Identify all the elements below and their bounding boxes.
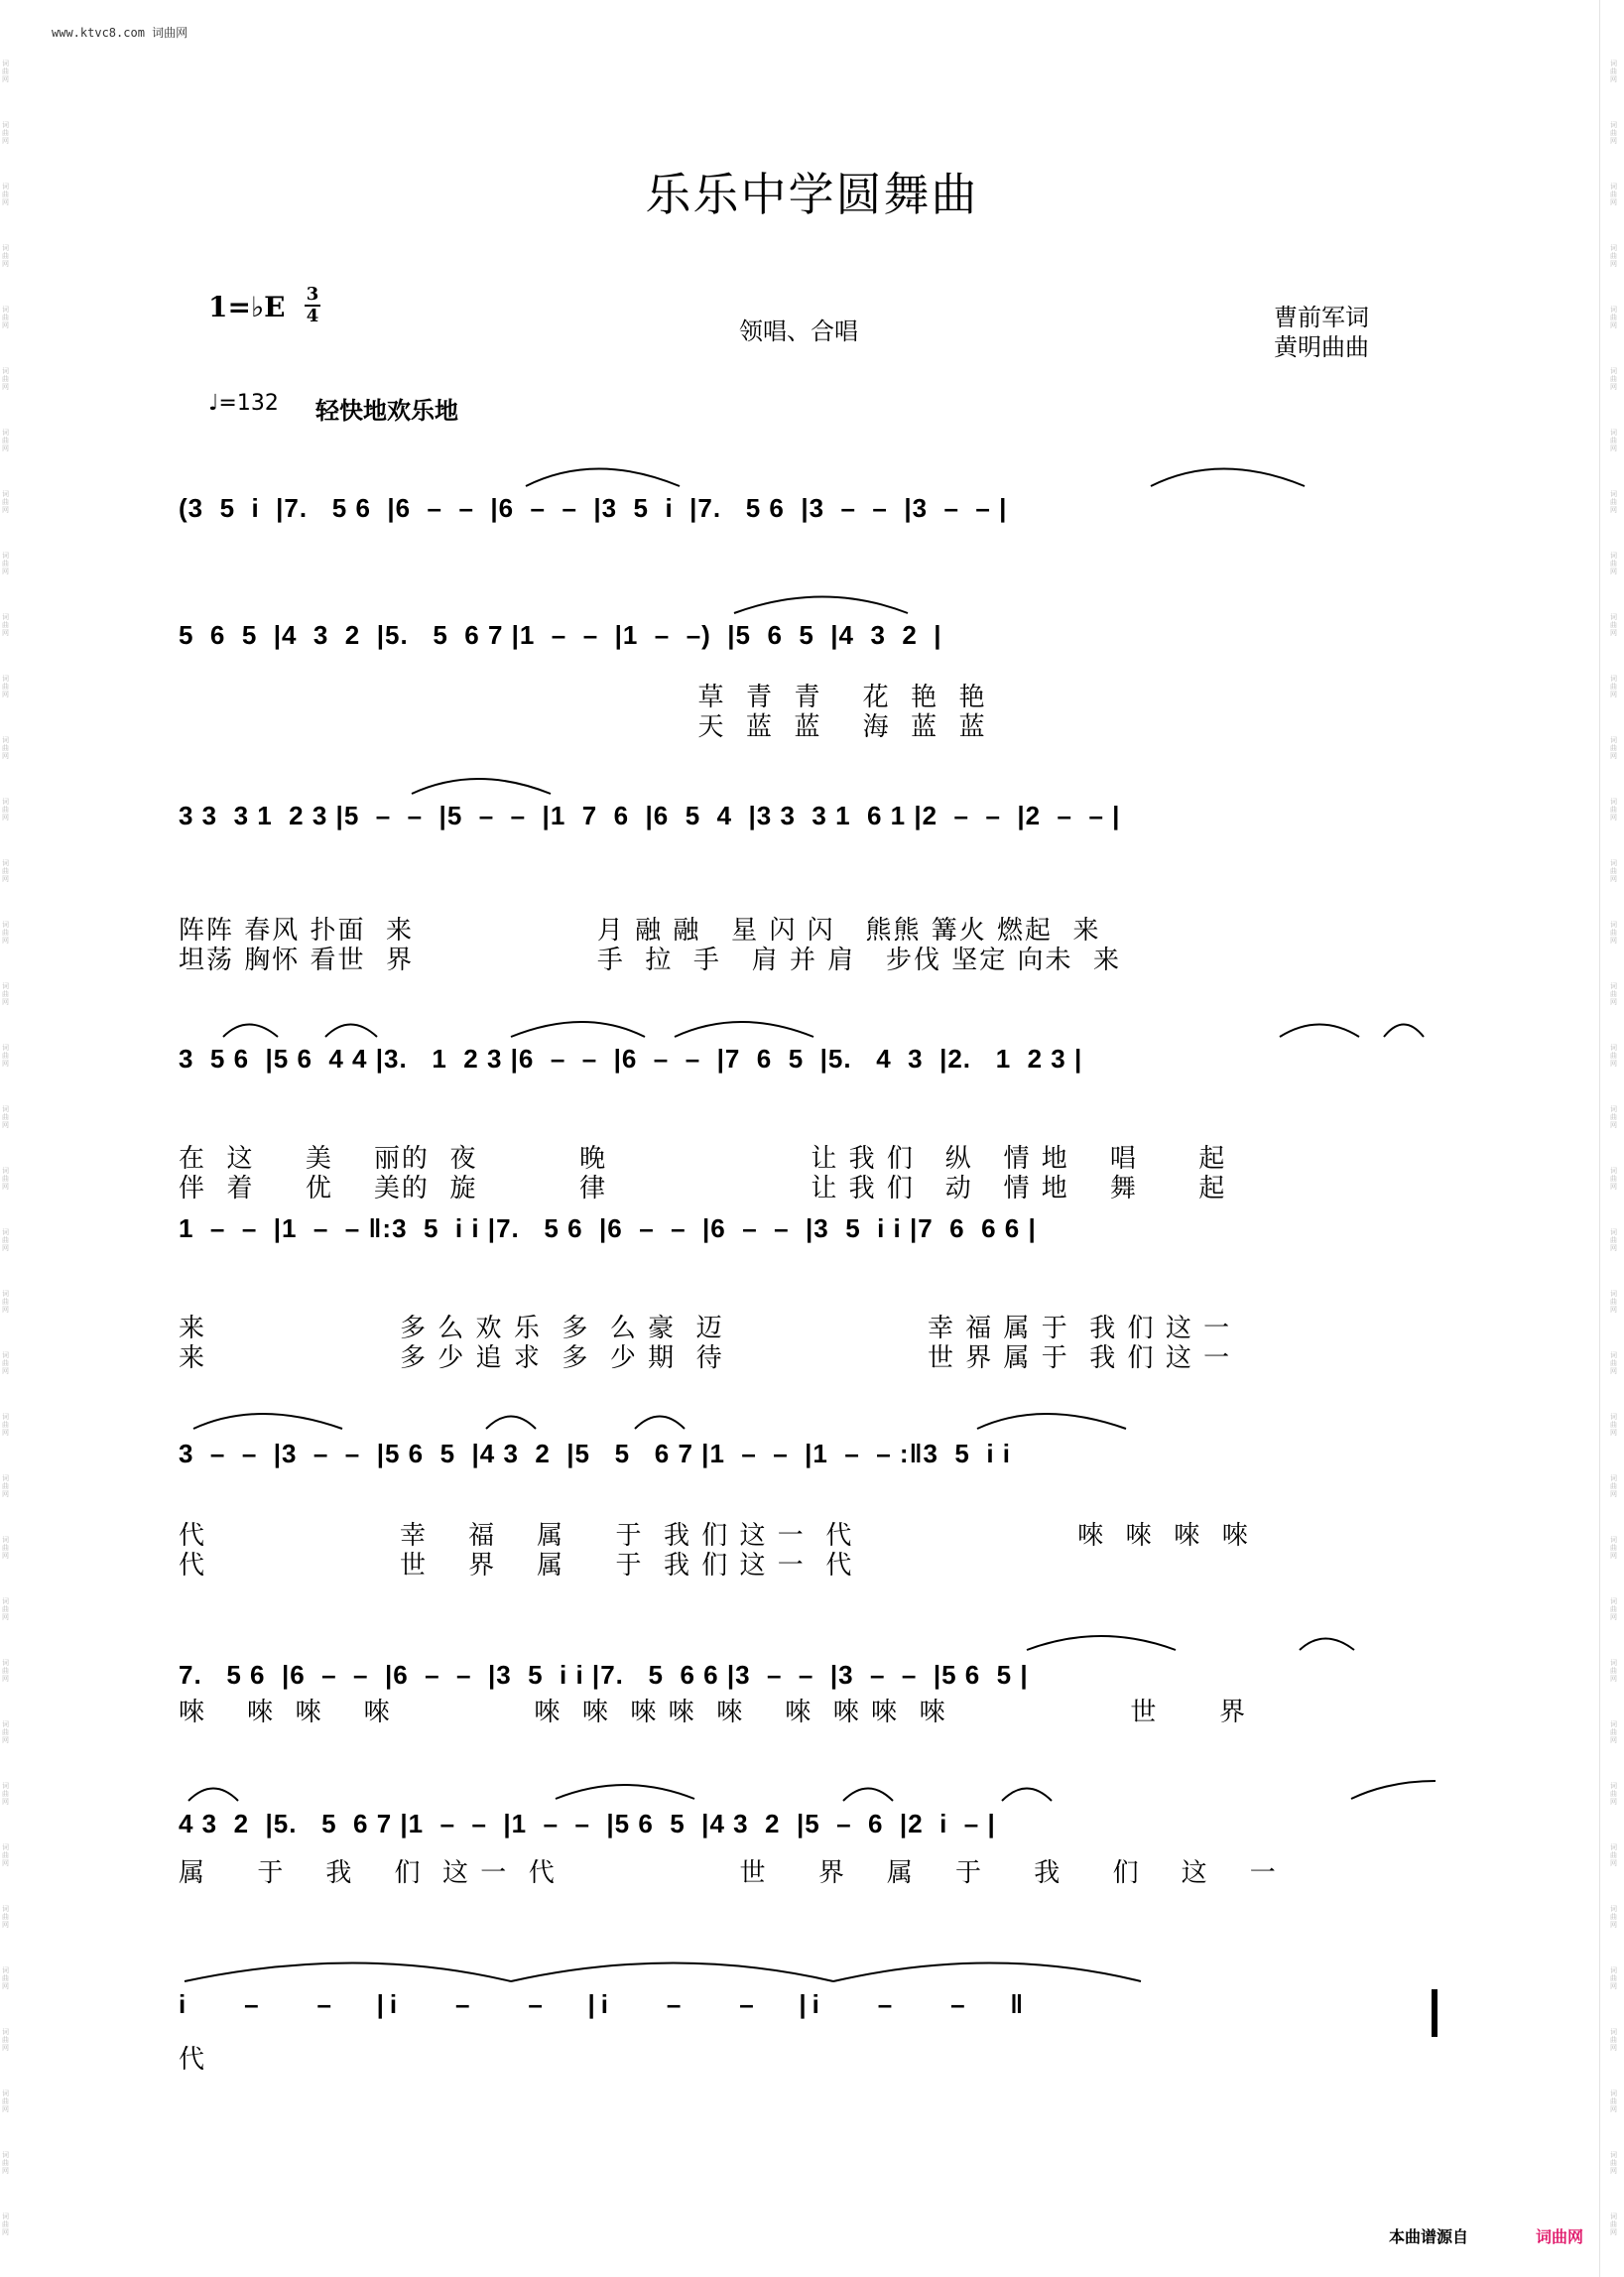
edge-watermark-text: 词曲网 — [1610, 306, 1617, 329]
edge-watermark-text: 词曲网 — [1610, 798, 1617, 822]
edge-watermark-text: 词曲网 — [2, 1290, 9, 1314]
notation-row-6: 3 – – |3 – – |5 6 5 |4 3 2 |5 5 6 7 |1 – – |1 – – :‖3 5 i i — [179, 1439, 1012, 1468]
slur-7 — [511, 1022, 645, 1037]
edge-watermark-text: 词曲网 — [1610, 1659, 1617, 1683]
edge-watermark-text: 词曲网 — [2, 244, 9, 268]
slur-10 — [1384, 1025, 1424, 1038]
edge-watermark-text: 词曲网 — [2, 1659, 9, 1683]
edge-watermark-text: 词曲网 — [1610, 1290, 1617, 1314]
site-url: www.ktvc8.com 词曲网 — [52, 26, 188, 40]
edge-watermark-text: 词曲网 — [1610, 1966, 1617, 1990]
edge-watermark-text: 词曲网 — [1610, 60, 1617, 83]
edge-watermark-text: 词曲网 — [1610, 1843, 1617, 1867]
edge-watermark-text: 词曲网 — [1610, 429, 1617, 452]
edge-watermark-text: 词曲网 — [2, 1966, 9, 1990]
slur-16 — [1300, 1639, 1354, 1651]
edge-watermark-text: 词曲网 — [2, 2028, 9, 2052]
edge-watermark-text: 词曲网 — [1610, 1474, 1617, 1498]
notation-row-5: 1 – – |1 – – ‖:3 5 i i |7. 5 6 |6 – – |6 – – |3 5 i i |7 6 6 6 | — [179, 1213, 1037, 1243]
lyrics-row-2a: 草 青 青 花 艳 艳 — [179, 683, 987, 712]
edge-watermark-text: 词曲网 — [1610, 736, 1617, 760]
edge-watermark-text: 词曲网 — [2, 490, 9, 514]
edge-watermark-text: 词曲网 — [1610, 552, 1617, 575]
notation-row-9: i – – |i – – |i – – |i – – ‖ — [179, 1989, 1030, 2019]
slur-12 — [486, 1417, 536, 1430]
time-signature-bottom: 4 — [306, 306, 319, 326]
time-signature-top: 3 — [306, 284, 319, 305]
edge-watermark-text: 词曲网 — [2, 306, 9, 329]
lyrics-row-5b: 来 多 少 追 求 多 少 期 待 世 界 属 于 我 们 这 一 — [179, 1343, 1232, 1373]
edge-watermark-text: 词曲网 — [2, 1105, 9, 1129]
lyrics-row-6b: 代 世 界 属 于 我 们 这 一 代 — [179, 1551, 854, 1581]
slur-4 — [412, 779, 551, 794]
slur-14 — [977, 1414, 1126, 1429]
edge-watermark-text: 词曲网 — [2, 736, 9, 760]
edge-watermark-text: 词曲网 — [1610, 1413, 1617, 1437]
lyrics-row-3a: 阵阵 春风 扑面 来 月 融 融 星 闪 闪 熊熊 篝火 燃起 来 — [179, 916, 1101, 946]
edge-watermark-text: 词曲网 — [1610, 2089, 1617, 2113]
composer-credit: 黄明曲曲 — [1274, 333, 1369, 361]
slur-19 — [843, 1789, 893, 1802]
edge-watermark-text: 词曲网 — [2, 121, 9, 145]
footer-brand-link[interactable]: 词曲网 — [1536, 2227, 1584, 2246]
edge-watermark-text: 词曲网 — [2, 921, 9, 945]
edge-watermark-text: 词曲网 — [1610, 490, 1617, 514]
slur-6 — [325, 1025, 377, 1038]
lyricist-credit: 曹前军词 — [1274, 304, 1369, 331]
edge-watermark-text: 词曲网 — [1610, 675, 1617, 698]
lyrics-row-7: 唻 唻 唻 唻 唻 唻 唻 唻 唻 唻 唻 唻 唻 世 界 — [179, 1698, 1247, 1727]
final-barline — [1432, 1989, 1437, 2037]
notation-row-1: (3 5 i |7. 5 6 |6 – – |6 – – |3 5 i |7. 5 6 |3 – – |3 – – | — [179, 493, 1008, 523]
edge-watermark-text: 词曲网 — [2, 183, 9, 206]
edge-watermark-text: 词曲网 — [2, 60, 9, 83]
edge-watermark-text: 词曲网 — [1610, 1167, 1617, 1191]
edge-watermark-text: 词曲网 — [1610, 1720, 1617, 1744]
slur-18 — [556, 1785, 694, 1799]
edge-watermark-text: 词曲网 — [1610, 982, 1617, 1006]
edge-watermark-text: 词曲网 — [2, 1597, 9, 1621]
slur-23 — [511, 1963, 833, 1982]
edge-watermark-text: 词曲网 — [2, 367, 9, 391]
slur-13 — [635, 1417, 685, 1430]
notation-row-2: 5 6 5 |4 3 2 |5. 5 6 7 |1 – – |1 – –) |5 6 5 |4 3 2 | — [179, 620, 942, 650]
edge-watermark-text: 词曲网 — [1610, 1597, 1617, 1621]
slur-22 — [185, 1963, 511, 1982]
edge-watermark-text: 词曲网 — [1610, 613, 1617, 637]
edge-watermark-text: 词曲网 — [2, 1413, 9, 1437]
lyrics-row-3b: 坦荡 胸怀 看世 界 手 拉 手 肩 并 肩 步伐 坚定 向未 来 — [179, 946, 1122, 975]
slur-9 — [1280, 1025, 1359, 1038]
edge-watermark-text: 词曲网 — [1610, 2151, 1617, 2175]
slur-20 — [1002, 1789, 1052, 1802]
edge-watermark-text: 词曲网 — [2, 1351, 9, 1375]
edge-watermark-text: 词曲网 — [1610, 1228, 1617, 1252]
edge-watermark-text: 词曲网 — [2, 613, 9, 637]
edge-watermark-text: 词曲网 — [1610, 859, 1617, 883]
lyrics-row-4b: 伴 着 优 美的 旋 律 让 我 们 动 情 地 舞 起 — [179, 1174, 1227, 1203]
edge-watermark-text: 词曲网 — [1610, 367, 1617, 391]
edge-watermark-text: 词曲网 — [1610, 1536, 1617, 1560]
edge-watermark-text: 词曲网 — [2, 675, 9, 698]
edge-watermark-text: 词曲网 — [1610, 1105, 1617, 1129]
edge-watermark-text: 词曲网 — [2, 1720, 9, 1744]
edge-watermark-text: 词曲网 — [2, 2213, 9, 2236]
edge-watermark-text: 词曲网 — [2, 552, 9, 575]
edge-watermark-text: 词曲网 — [1610, 2213, 1617, 2236]
lyrics-row-8: 属 于 我 们 这 一 代 世 界 属 于 我 们 这 一 — [179, 1858, 1278, 1888]
quarter-note-icon: ♩ — [208, 391, 219, 416]
slur-8 — [675, 1022, 813, 1037]
edge-watermark-text: 词曲网 — [1610, 1044, 1617, 1068]
edge-watermark-text: 词曲网 — [1610, 1351, 1617, 1375]
edge-watermark-text: 词曲网 — [2, 1536, 9, 1560]
edge-watermark-text: 词曲网 — [1610, 2028, 1617, 2052]
lyrics-row-9: 代 — [179, 2045, 207, 2075]
edge-watermark-text: 词曲网 — [1610, 121, 1617, 145]
slur-1 — [526, 469, 680, 487]
edge-watermark-text: 词曲网 — [1610, 1905, 1617, 1929]
edge-watermark-text: 词曲网 — [2, 1228, 9, 1252]
slur-17 — [188, 1789, 238, 1802]
edge-watermark-text: 词曲网 — [1610, 244, 1617, 268]
slur-5 — [223, 1025, 278, 1038]
lyrics-row-5a: 来 多 么 欢 乐 多 么 豪 迈 幸 福 属 于 我 们 这 一 — [179, 1314, 1232, 1343]
edge-watermark-text: 词曲网 — [2, 859, 9, 883]
edge-watermark-text: 词曲网 — [2, 1044, 9, 1068]
edge-watermark-text: 词曲网 — [2, 1474, 9, 1498]
slur-2 — [1151, 469, 1305, 487]
notation-row-7: 7. 5 6 |6 – – |6 – – |3 5 i i |7. 5 6 6 |3 – – |3 – – |5 6 5 | — [179, 1660, 1029, 1690]
lyrics-row-4a: 在 这 美 丽的 夜 晚 让 我 们 纵 情 地 唱 起 — [179, 1144, 1227, 1174]
edge-watermark-text: 词曲网 — [2, 1843, 9, 1867]
notation-row-8: 4 3 2 |5. 5 6 7 |1 – – |1 – – |5 6 5 |4 3 2 |5 – 6 |2 i – | — [179, 1809, 996, 1838]
slur-21 — [1351, 1781, 1436, 1799]
edge-watermark-text: 词曲网 — [2, 1782, 9, 1806]
slur-11 — [193, 1414, 342, 1429]
edge-watermark-text: 词曲网 — [2, 982, 9, 1006]
page-title: 乐乐中学圆舞曲 — [645, 168, 979, 221]
edge-watermark-text: 词曲网 — [1610, 1782, 1617, 1806]
notation-row-4: 3 5 6 |5 6 4 4 |3. 1 2 3 |6 – – |6 – – |7 6 5 |5. 4 3 |2. 1 2 3 | — [179, 1044, 1083, 1074]
slur-3 — [734, 597, 908, 614]
edge-watermark-text: 词曲网 — [2, 1905, 9, 1929]
edge-watermark-text: 词曲网 — [2, 798, 9, 822]
slur-24 — [833, 1963, 1141, 1982]
lyrics-row-2b: 天 蓝 蓝 海 蓝 蓝 — [179, 712, 987, 742]
notation-row-3: 3 3 3 1 2 3 |5 – – |5 – – |1 7 6 |6 5 4 |3 3 3 1 6 1 |2 – – |2 – – | — [179, 801, 1121, 830]
expression-marking: 轻快地欢乐地 — [315, 397, 458, 425]
edge-watermark-text: 词曲网 — [1610, 921, 1617, 945]
edge-watermark-text: 词曲网 — [2, 2151, 9, 2175]
edge-watermark-text: 词曲网 — [1610, 183, 1617, 206]
slur-15 — [1027, 1636, 1176, 1650]
lyrics-row-6a: 代 幸 福 属 于 我 们 这 一 代 唻 唻 唻 唻 — [179, 1521, 1250, 1551]
edge-watermark-text: 词曲网 — [2, 429, 9, 452]
edge-watermark-text: 词曲网 — [2, 1167, 9, 1191]
performance-type: 领唱、合唱 — [739, 317, 858, 345]
footer-source-label: 本曲谱源自 — [1389, 2227, 1469, 2246]
key-signature: 1=♭E — [208, 291, 286, 323]
edge-watermark-text: 词曲网 — [2, 2089, 9, 2113]
tempo-value: =132 — [218, 391, 279, 416]
